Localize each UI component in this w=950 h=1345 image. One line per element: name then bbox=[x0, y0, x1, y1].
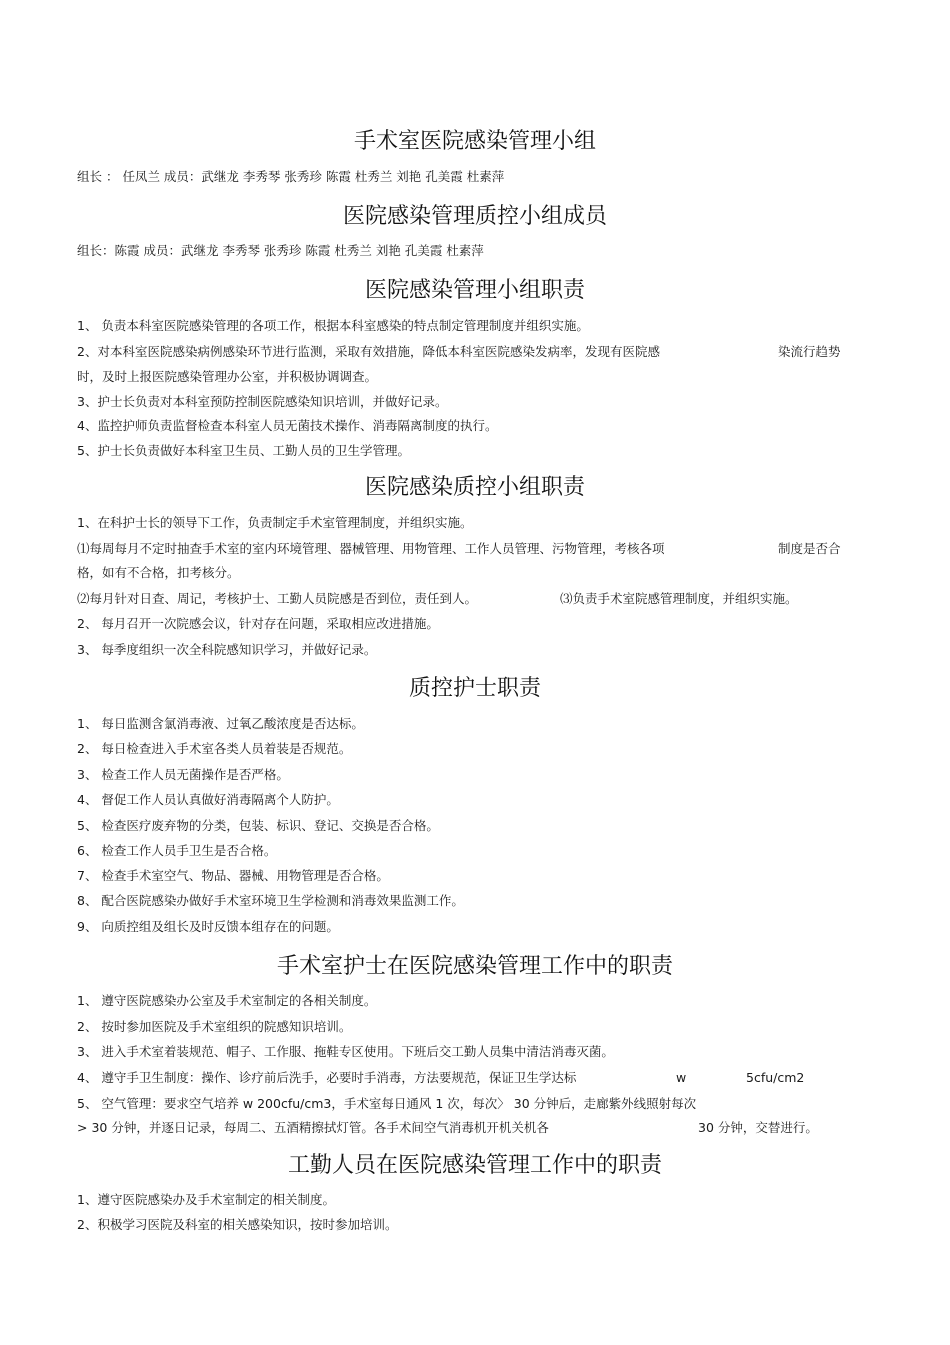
duty-item: 5、 空气管理：要求空气培养 w 200cfu/cm3，手术室每日通风 1 次，每次〉 30 分钟后，走廊紫外线照射每次 bbox=[77, 1096, 697, 1111]
duty-item: 2、积极学习医院及科室的相关感染知识，按时参加培训。 bbox=[77, 1217, 398, 1232]
duty-item: 1、遵守医院感染办及手术室制定的相关制度。 bbox=[77, 1192, 335, 1207]
duty-item-continuation: 时，及时上报医院感染管理办公室，并积极协调调查。 bbox=[77, 369, 378, 384]
duty-item: 2、 按时参加医院及手术室组织的院感知识培训。 bbox=[77, 1019, 352, 1034]
duty-subitem-continuation: 制度是否合 bbox=[778, 541, 841, 556]
duty-item: 4、 督促工作人员认真做好消毒隔离个人防护。 bbox=[77, 792, 339, 807]
section-title-qc-nurse-duties: 质控护士职责 bbox=[408, 676, 541, 701]
duty-item-continuation: 染流行趋势 bbox=[778, 344, 841, 359]
duty-item: 2、 每月召开一次院感会议，针对存在问题，采取相应改进措施。 bbox=[77, 616, 439, 631]
duty-item: 3、护士长负责对本科室预防控制医院感染知识培训，并做好记录。 bbox=[77, 394, 448, 409]
duty-subitem: ⑶负责手术室院感管理制度，并组织实施。 bbox=[560, 591, 798, 606]
duty-item: 6、 检查工作人员手卫生是否合格。 bbox=[77, 843, 277, 858]
duty-item-continuation: 30 分钟，交替进行。 bbox=[698, 1120, 818, 1135]
duty-item: 1、在科护士长的领导下工作，负责制定手术室管理制度，并组织实施。 bbox=[77, 515, 473, 530]
duty-item: 1、 遵守医院感染办公室及手术室制定的各相关制度。 bbox=[77, 993, 377, 1008]
section-title-group-duties: 医院感染管理小组职责 bbox=[364, 278, 585, 303]
duty-subitem: ⑵每月针对日查、周记，考核护士、工勤人员院感是否到位，责任到人。 bbox=[77, 591, 478, 606]
duty-item: 4、监控护师负责监督检查本科室人员无菌技术操作、消毒隔离制度的执行。 bbox=[77, 418, 498, 433]
duty-item-symbol: w bbox=[676, 1070, 687, 1085]
duty-item: 2、 每日检查进入手术室各类人员着装是否规范。 bbox=[77, 741, 352, 756]
qc-members-line: 组长：陈霞 成员：武继龙 李秀琴 张秀珍 陈霞 杜秀兰 刘艳 孔美霞 杜素萍 bbox=[77, 243, 484, 258]
duty-item: 1、 每日监测含氯消毒液、过氧乙酸浓度是否达标。 bbox=[77, 716, 364, 731]
duty-item-continuation: > 30 分钟，并逐日记录，每周二、五酒精擦拭灯管。各手术间空气消毒机开机关机各 bbox=[77, 1120, 549, 1135]
duty-item: 3、 检查工作人员无菌操作是否严格。 bbox=[77, 767, 289, 782]
section-title-qc-group-duties: 医院感染质控小组职责 bbox=[364, 475, 585, 500]
duty-item: 3、 进入手术室着装规范、帽子、工作服、拖鞋专区使用。下班后交工勤人员集中清洁消毒灭菌。 bbox=[77, 1044, 614, 1059]
duty-item: 3、 每季度组织一次全科院感知识学习，并做好记录。 bbox=[77, 642, 377, 657]
section-title-qc-group-members: 医院感染管理质控小组成员 bbox=[342, 204, 607, 229]
duty-item: 5、护士长负责做好本科室卫生员、工勤人员的卫生学管理。 bbox=[77, 443, 410, 458]
duty-item-value: 5cfu/cm2 bbox=[746, 1070, 805, 1085]
duty-item: 5、 检查医疗废弃物的分类，包装、标识、登记、交换是否合格。 bbox=[77, 818, 439, 833]
duty-item: 7、 检查手术室空气、物品、器械、用物管理是否合格。 bbox=[77, 868, 389, 883]
duty-item: 4、 遵守手卫生制度：操作、诊疗前后洗手，必要时手消毒，方法要规范，保证卫生学达标 bbox=[77, 1070, 577, 1085]
duty-item: 9、 向质控组及组长及时反馈本组存在的问题。 bbox=[77, 919, 339, 934]
duty-item: 8、 配合医院感染办做好手术室环境卫生学检测和消毒效果监测工作。 bbox=[77, 893, 464, 908]
section-title-nurse-duties: 手术室护士在医院感染管理工作中的职责 bbox=[276, 954, 673, 979]
group-members-line: 组长 ： 任凤兰 成员：武继龙 李秀琴 张秀珍 陈霞 杜秀兰 刘艳 孔美霞 杜素萍 bbox=[77, 169, 505, 184]
section-title-or-infection-group: 手术室医院感染管理小组 bbox=[353, 129, 596, 154]
section-title-worker-duties: 工勤人员在医院感染管理工作中的职责 bbox=[287, 1153, 662, 1178]
duty-subitem-continuation: 格，如有不合格，扣考核分。 bbox=[77, 565, 240, 580]
duty-item: 2、对本科室医院感染病例感染环节进行监测，采取有效措施，降低本科室医院感染发病率，发现有医院感 bbox=[77, 344, 660, 359]
duty-item: 1、 负责本科室医院感染管理的各项工作，根据本科室感染的特点制定管理制度并组织实施。 bbox=[77, 318, 589, 333]
duty-subitem: ⑴每周每月不定时抽查手术室的室内环境管理、器械管理、用物管理、工作人员管理、污物管理，考核各项 bbox=[77, 541, 665, 556]
